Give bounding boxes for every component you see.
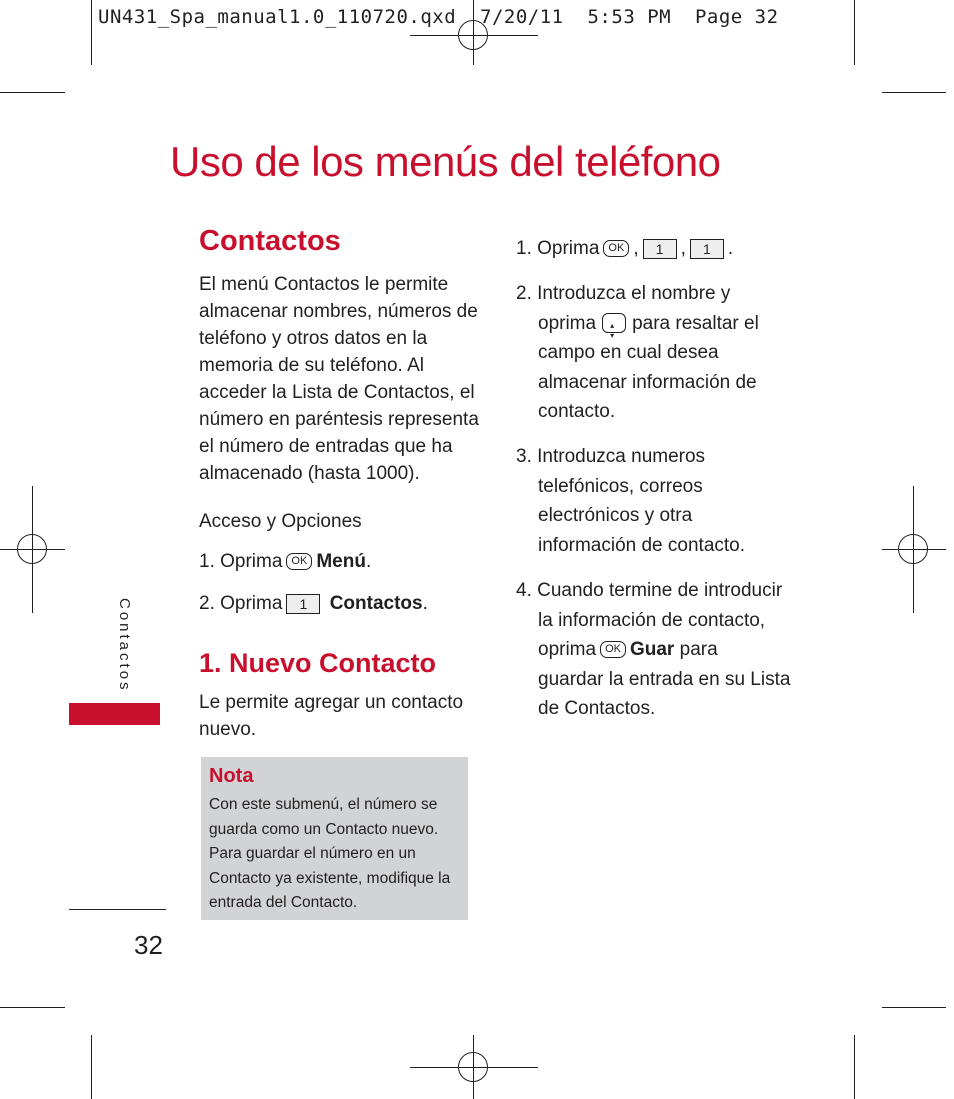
step-2: 2. Introduzca el nombre y oprima▴ ▾ para resaltar el campo en cual desea almacenar información de contacto. (516, 279, 759, 427)
access-title: Acceso y Opciones (199, 511, 362, 532)
subsection-heading: 1. Nuevo Contacto (199, 648, 437, 678)
intro-text: El menú Contactos le permite almacenar nombres, números de teléfono y otros datos en la memoria de su teléfono. Al acceder la Lista de Contactos, el número en paréntesis representa el número de entradas que ha almacenado (hasta 1000). (199, 274, 479, 484)
step-1: 1. Oprima OK , 1 , 1 . (516, 238, 734, 259)
nav-key-icon (602, 313, 626, 333)
key-1-icon: 1 (643, 239, 677, 259)
step-4: 4. Cuando termine de introducir la información de contacto, oprima OK Guar para guardar la entrada en su Lista de Contactos. (516, 580, 791, 719)
note-title: Nota (209, 765, 254, 787)
page-number: 32 (134, 930, 163, 960)
file-slug: UN431_Spa_manual1.0_110720.qxd 7/20/11 5:53 PM Page 32 (98, 6, 779, 28)
subsection-text: Le permite agregar un contacto nuevo. (199, 692, 464, 740)
side-tab-marker (69, 703, 160, 725)
side-section-label: Contactos (116, 598, 133, 693)
ok-key-icon: OK (286, 553, 312, 570)
page-title: Uso de los menús del teléfono (170, 138, 721, 185)
key-1-icon: 1 (690, 239, 724, 259)
step-3: 3. Introduzca numeros telefónicos, correos electrónicos y otra información de contacto. (516, 446, 746, 556)
ok-key-icon: OK (603, 240, 629, 257)
access-step-1: 1. Oprima OK Menú. (199, 551, 372, 572)
ok-key-icon: OK (600, 641, 626, 658)
note-text: Con este submenú, el número se guarda como un Contacto nuevo. Para guardar el número en un Contacto ya existente, modifique la entrada del Contacto. (209, 796, 451, 911)
section-heading: Contactos (199, 225, 341, 257)
access-step-2: 2. Oprima 1 Contactos. (199, 593, 428, 614)
key-1-icon: 1 (286, 594, 320, 614)
